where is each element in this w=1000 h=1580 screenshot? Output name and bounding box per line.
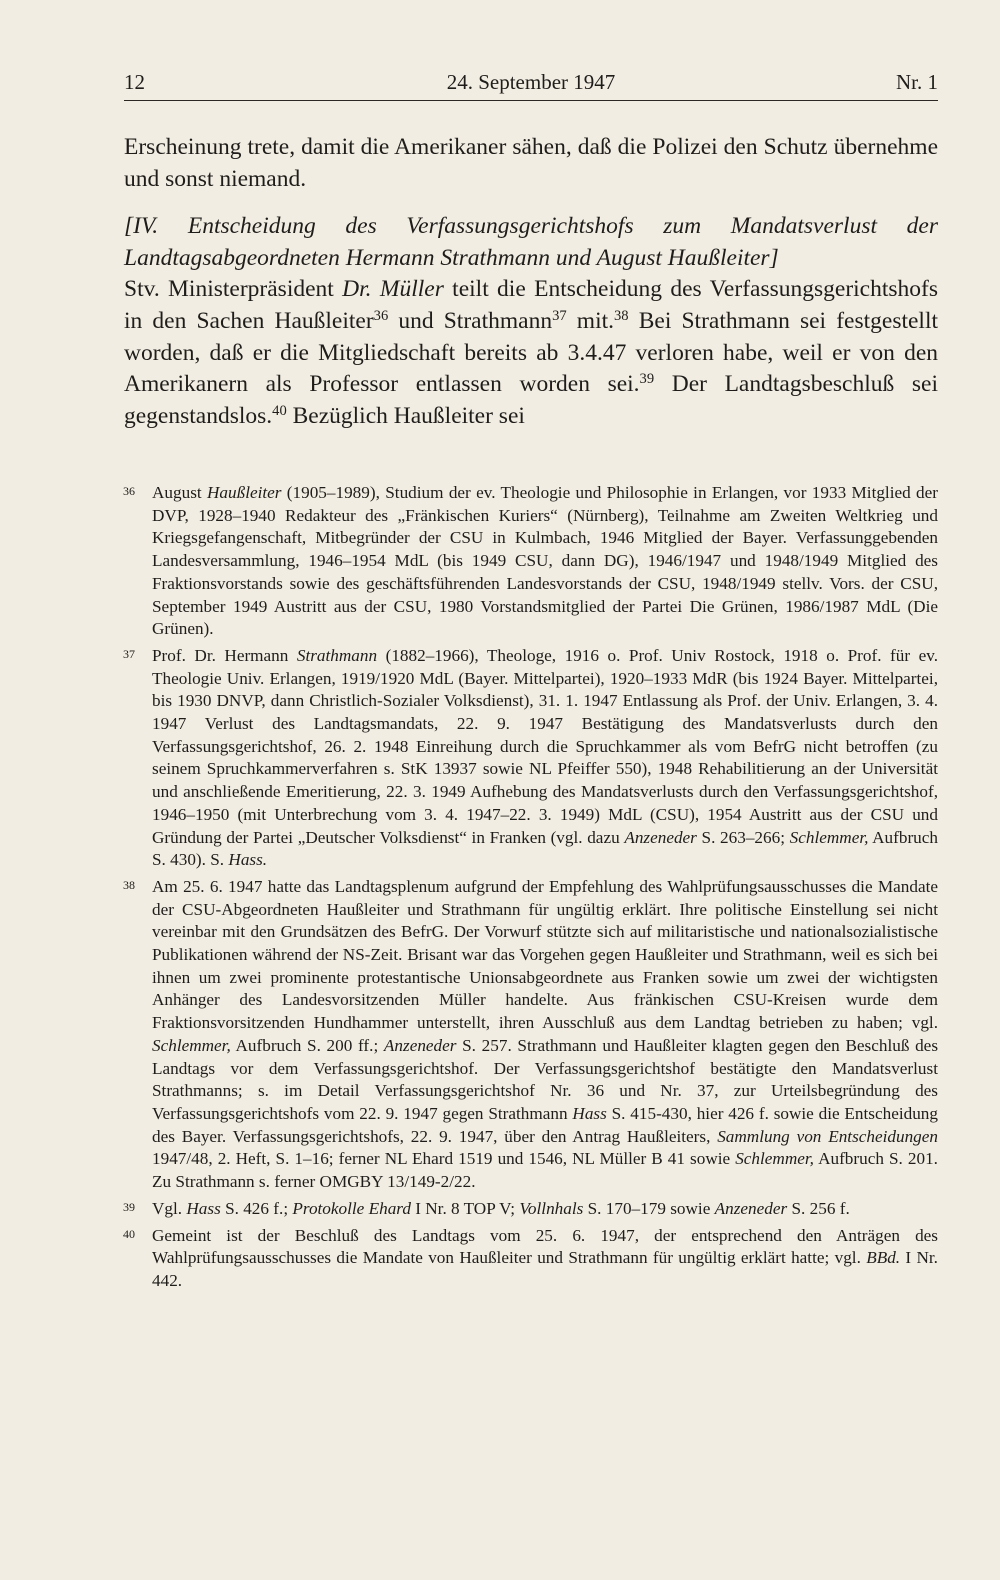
- text-run: Bezüglich Haußleiter sei: [286, 402, 525, 429]
- text-run: 1947/48, 2. Heft, S. 1–16; ferner NL Ehard 1519 und 1546, NL Müller B 41 sowie: [152, 1149, 736, 1169]
- main-text: [124, 132, 938, 432]
- text-run: I Nr. 8 TOP V;: [410, 1198, 520, 1218]
- text-run: S. 415-430, hier 426 f. sowie die Entscheidung des Bayer. Verfassungsgerichtshofs, 22. 9. 1947, über den Antrag Haußleiters,: [152, 1103, 938, 1146]
- text-run: Aufbruch S. 200 ff.;: [230, 1035, 384, 1055]
- running-header: [124, 70, 938, 101]
- text-run: S. 426 f.;: [220, 1198, 293, 1218]
- text-run: Der Landtagsbeschluß sei gegenstandslos.: [124, 371, 938, 429]
- text-run: Aufbruch S. 430). S.: [152, 827, 938, 870]
- section-heading: [IV. Entscheidung des Verfassungsgerichtshofs zum Mandatsverlust der Landtagsabgeordneten Hermann Strathmann und August Haußleiter]: [124, 213, 938, 271]
- header-date: 24. September 1947: [446, 70, 616, 94]
- text-run: Vgl.: [152, 1198, 187, 1218]
- citation-author: Hass.: [228, 850, 268, 870]
- text-run: Bei Strathmann sei festgestellt worden, daß er die Mitgliedschaft bereits ab 3.4.47 verloren habe, weil er von den Amerikanern als Professor entlassen worden sei.: [124, 307, 939, 398]
- text-run: S. 257. Strathmann und Haußleiter klagten gegen den Beschluß des Landtags vor dem Verfassungsgerichtshof. Der Verfassungsgerichtshof bestätigte den Mandatsverlust Strathmanns; s. im Detail Verfassungsgerichtshof Nr. 36 und Nr. 37, zur Urteilsbegründung des Verfassungsgerichtshofs vom 22. 9. 1947 gegen Strathmann: [152, 1035, 939, 1123]
- citation-author: Schlemmer,: [152, 1035, 231, 1055]
- citation-title: Sammlung von Entscheidungen: [717, 1126, 938, 1146]
- paragraph-decision: [124, 274, 938, 432]
- text-run: S. 170–179 sowie: [583, 1198, 715, 1218]
- citation-author: Anzeneder: [624, 827, 697, 847]
- citation-author: Hass: [572, 1103, 607, 1123]
- footnotes: [124, 482, 938, 1297]
- footnote-number: 37: [123, 646, 135, 661]
- footnote-36: [124, 482, 938, 641]
- footnote-number: 38: [123, 877, 135, 892]
- footnote-number: 39: [123, 1199, 135, 1214]
- text-run: August: [152, 483, 207, 502]
- citation-author: Hass: [186, 1198, 221, 1218]
- citation-title: BBd.: [866, 1248, 901, 1268]
- citation-author: Schlemmer,: [735, 1149, 814, 1169]
- footnote-number: 36: [123, 484, 135, 498]
- footnote-ref-38[interactable]: 38: [614, 307, 629, 324]
- citation-title: Protokolle Ehard: [292, 1198, 411, 1218]
- name-mueller: Müller: [379, 276, 444, 303]
- text-run: und Strathmann: [388, 307, 553, 334]
- footnote-37: [124, 645, 938, 872]
- text-run: Stv. Ministerpräsident: [124, 276, 343, 303]
- title-dr: Dr.: [342, 276, 372, 303]
- citation-author: Anzeneder: [383, 1035, 457, 1055]
- footnote-ref-37[interactable]: 37: [552, 307, 567, 324]
- person-name: Haußleiter: [207, 483, 282, 502]
- page-number: 12: [124, 70, 145, 94]
- footnote-38: [124, 876, 938, 1194]
- text-run: Am 25. 6. 1947 hatte das Landtagsplenum aufgrund der Empfehlung des Wahlprüfungsausschusses die Mandate der CSU-Abgeordneten Haußleiter und Strathmann für ungültig erklärt. Ihre politische Einstellung sei nicht vereinbar mit den Grundsätzen des BefrG. Der Vorwurf stützte sich auf militaristische und nationalsozialistische Publikationen während der NS-Zeit. Brisant war das Vorgehen gegen Haußleiter und Strathmann, weil es sich bei ihnen um zwei prominente protestantische Unionsabgeordnete aus Franken sowie um zwei der wichtigsten Anhänger des Landesvorsitzenden Müller handelte. Aus fränkischen CSU-Kreisen wurde dem Fraktionsvorsitzenden Hundhammer unterstellt, ihren Ausschluß aus dem Landtag betrieben zu haben; vgl.: [152, 876, 938, 1033]
- text-run: (1905–1989), Studium der ev. Theologie und Philosophie in Erlangen, vor 1933 Mitglied der DVP, 1928–1940 Redakteur des „Fränkischen Kuriers“ (Nürnberg), Teilnahme am Zweiten Weltkrieg und Kriegsgefangenschaft, Mitbegründer der CSU in Kulmbach, 1946 Mitglied der Bayer. Verfassunggebenden Landesversammlung, 1946–1954 MdL (bis 1949 CSU, dann DG), 1946/1947 und 1948/1949 Mitglied des Fraktionsvorstands sowie des geschäftsführenden Landesvorstands der CSU, 1948/1949 stellv. Vors. der CSU, September 1949 Austritt aus der CSU, 1980 Vorstandsmitglied der Partei Die Grünen, 1986/1987 MdL (Die Grünen).: [152, 483, 938, 639]
- text-run: Prof. Dr. Hermann: [152, 645, 297, 665]
- text-run: teilt die Entscheidung des Verfassungsgerichtshofs in den Sachen Haußleiter: [124, 276, 938, 334]
- text-run: mit.: [566, 307, 615, 334]
- citation-author: Vollnhals: [519, 1198, 584, 1218]
- footnote-ref-40[interactable]: 40: [272, 402, 287, 419]
- text-run: Gemeint ist der Beschluß des Landtags vom 25. 6. 1947, der entsprechend den Anträgen des Wahlprüfungsausschusses die Mandate von Haußleiter und Strathmann für ungültig erklärt hatte; vgl.: [152, 1225, 938, 1268]
- footnote-ref-39[interactable]: 39: [639, 371, 655, 388]
- text-run: I Nr. 442.: [152, 1248, 938, 1290]
- citation-author: Anzeneder: [714, 1198, 788, 1218]
- person-name: Strathmann: [296, 645, 378, 665]
- text-run: Aufbruch S. 201. Zu Strathmann s. ferner OMGBY 13/149-2/22.: [152, 1149, 938, 1192]
- text-run: (1882–1966), Theologe, 1916 o. Prof. Univ Rostock, 1918 o. Prof. für ev. Theologie Univ. Erlangen, 1919/1920 MdL (Bayer. Mittelpartei), 1920–1933 MdR (bis 1924 Bayer. Mittelpartei, bis 1930 DNVP, dann Christlich-Sozialer Volksdienst), 31. 1. 1947 Entlassung als Prof. der Univ. Erlangen, 3. 4. 1947 Verlust des Landtagsmandats, 22. 9. 1947 Bestätigung des Mandatsverlusts durch den Verfassungsgerichtshof, 26. 2. 1948 Einreihung durch die Spruchkammer als vom BefrG nicht betroffen (zu seinem Spruchkammerverfahren s. StK 13937 sowie NL Pfeiffer 550), 1948 Rehabilitierung an der Universität und anschließende Emeritierung, 22. 3. 1949 Aufhebung des Mandatsverlusts durch den Verfassungsgerichtshof, 1946–1950 (mit Unterbrechung vom 3. 4. 1947–22. 3. 1949) MdL (CSU), 1954 Austritt aus der CSU und Gründung der Partei „Deutscher Volksdienst“ in Franken (vgl. dazu: [152, 645, 938, 847]
- footnote-ref-36[interactable]: 36: [373, 307, 389, 324]
- text-run: S. 256 f.: [787, 1198, 850, 1218]
- footnote-40: [124, 1225, 938, 1293]
- header-issue: Nr. 1: [896, 70, 938, 94]
- footnote-number: 40: [123, 1226, 135, 1241]
- footnote-39: [124, 1198, 938, 1221]
- citation-author: Schlemmer,: [789, 827, 869, 847]
- text-run: S. 263–266;: [696, 827, 790, 847]
- paragraph-continuation: Erscheinung trete, damit die Amerikaner sähen, daß die Polizei den Schutz übernehme und sonst niemand.: [124, 134, 938, 192]
